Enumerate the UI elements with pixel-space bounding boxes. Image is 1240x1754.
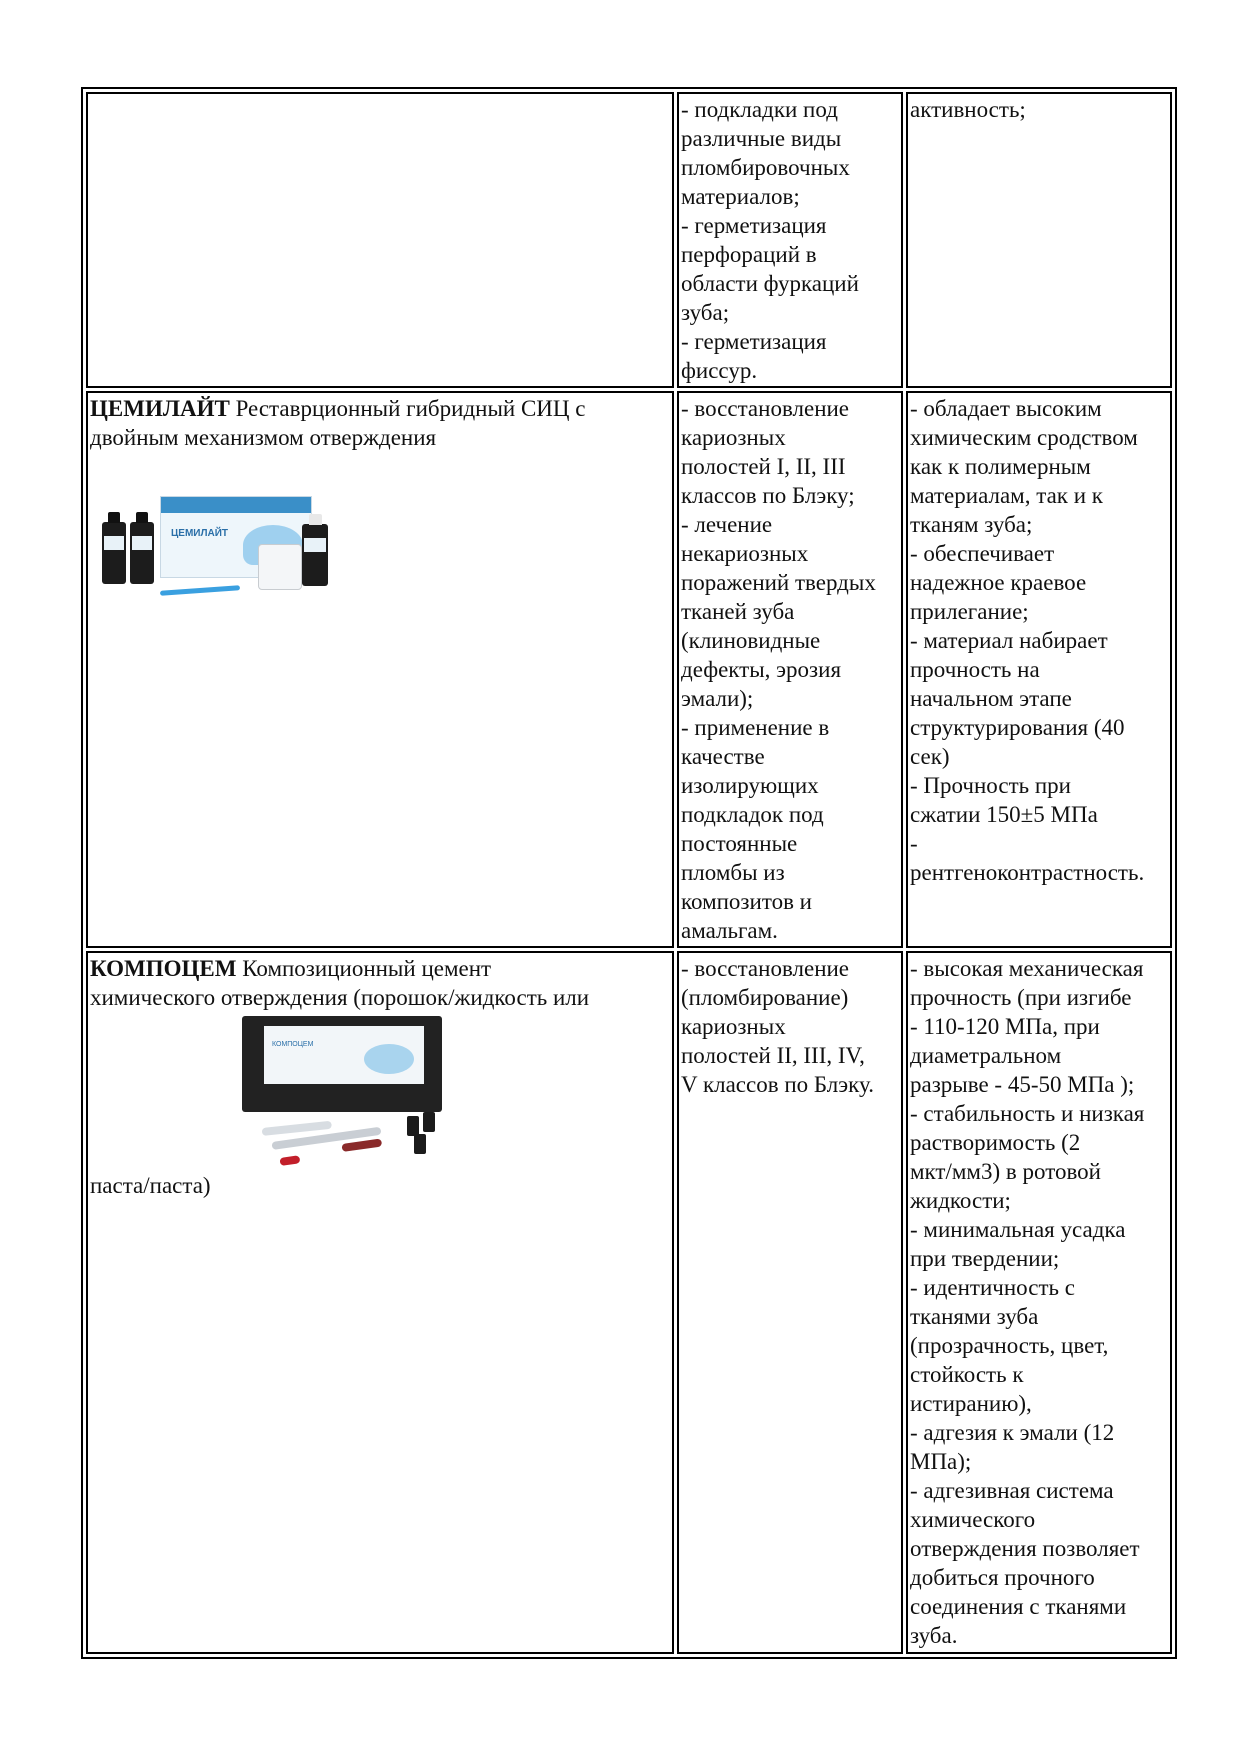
cemilite-kit-photo: ЦЕМИЛАЙТ [98,488,338,603]
indication-line: - восстановление [681,956,850,981]
indication-line: поражений твердых [681,570,876,595]
property-line: истиранию), [910,1391,1032,1416]
product-description [90,394,670,452]
property-line: - минимальная усадка [910,1217,1126,1242]
indication-line: классов по Блэку; [681,483,855,508]
property-line: прилегание; [910,599,1029,624]
product-cell [86,92,674,388]
property-line: - обеспечивает [910,541,1055,566]
property-line: - идентичность с [910,1275,1075,1300]
indication-line: полостей I, II, III [681,454,846,479]
property-line: прочность на [910,657,1040,682]
property-line: активность; [910,97,1026,122]
property-line: надежное краевое [910,570,1087,595]
product-name: КОМПОЦЕМ [90,956,237,981]
indication-line: различные виды [681,126,842,151]
product-name: ЦЕМИЛАЙТ [90,396,230,421]
indication-line: амальгам. [681,918,778,943]
table-row [86,951,1172,1654]
property-line: начальном этапе [910,686,1072,711]
product-desc-line: Композиционный цемент [236,956,492,981]
indication-line: материалов; [681,184,800,209]
indication-line: постоянные [681,831,798,856]
indication-line: дефекты, эрозия [681,657,842,682]
property-line: при твердении; [910,1246,1060,1271]
property-line: жидкости; [910,1188,1011,1213]
property-line: соединения с тканями [910,1594,1127,1619]
indication-line: пломбировочных [681,155,850,180]
property-line: тканям зуба; [910,512,1033,537]
indication-line: (клиновидные [681,628,821,653]
indication-line: кариозных [681,425,786,450]
product-cell [86,951,674,1654]
indication-line: тканей зуба [681,599,795,624]
property-line: диаметральном [910,1043,1062,1068]
property-line: отверждения позволяет [910,1536,1140,1561]
property-line: химического [910,1507,1036,1532]
product-desc-line: химического отверждения (порошок/жидкость или [90,985,590,1010]
property-line: материалам, так и к [910,483,1103,508]
indication-line: зуба; [681,300,730,325]
property-line: разрыве - 45-50 МПа ); [910,1072,1135,1097]
property-line: химическим сродством [910,425,1138,450]
product-desc-line: двойным механизмом отверждения [90,425,437,450]
property-line: - адгезивная система [910,1478,1114,1503]
product-cell [86,391,674,948]
indication-line: эмали); [681,686,754,711]
indication-line: - восстановление [681,396,850,421]
indication-line: - герметизация [681,213,827,238]
product-desc-line: Реставрционный гибридный СИЦ с [229,396,586,421]
property-line: добиться прочного [910,1565,1095,1590]
indication-line: полостей II, III, IV, [681,1043,865,1068]
property-line: мкт/мм3) в ротовой [910,1159,1101,1184]
product-description [90,954,670,1012]
indications-cell [677,92,903,388]
property-line: сжатии 150±5 МПа [910,802,1098,827]
property-line: тканями зуба [910,1304,1039,1329]
indication-line: некариозных [681,541,809,566]
property-line: (прозрачность, цвет, [910,1333,1109,1358]
property-line: рентгеноконтрастность. [910,860,1145,885]
property-line: как к полимерным [910,454,1091,479]
indication-line: качестве [681,744,765,769]
indications-cell [677,951,903,1654]
indication-line: фиссур. [681,358,758,383]
property-line: прочность (при изгибе [910,985,1132,1010]
indication-line: области фуркаций [681,271,859,296]
property-line: растворимость (2 [910,1130,1081,1155]
indication-line: - применение в [681,715,830,740]
property-line: - 110-120 МПа, при [910,1014,1100,1039]
indication-line: кариозных [681,1014,786,1039]
indication-line: V классов по Блэку. [681,1072,874,1097]
property-line: МПа); [910,1449,972,1474]
property-line: зуба. [910,1623,958,1648]
indication-line: изолирующих [681,773,819,798]
table-row [86,391,1172,948]
property-line: - адгезия к эмали (12 [910,1420,1115,1445]
indication-line: - подкладки под [681,97,838,122]
indications-cell [677,391,903,948]
property-line: - [910,831,918,856]
indication-line: подкладок под [681,802,824,827]
materials-table [81,87,1177,1659]
property-line: сек) [910,744,950,769]
indication-line: (пломбирование) [681,985,849,1010]
indication-line: пломбы из [681,860,785,885]
indication-line: - герметизация [681,329,827,354]
property-line: - стабильность и низкая [910,1101,1145,1126]
properties-cell [906,951,1172,1654]
indication-line: перфораций в [681,242,817,267]
product-desc-tail: паста/паста) [90,1173,211,1198]
compocem-kit-photo: КОМПОЦЕМ [242,1016,462,1171]
property-line: стойкость к [910,1362,1024,1387]
property-line: - высокая механическая [910,956,1144,981]
table-row [86,92,1172,388]
indication-line: композитов и [681,889,812,914]
property-line: структурирования (40 [910,715,1125,740]
property-line: - обладает высоким [910,396,1102,421]
properties-cell [906,92,1172,388]
indication-line: - лечение [681,512,773,537]
properties-cell [906,391,1172,948]
property-line: - материал набирает [910,628,1108,653]
property-line: - Прочность при [910,773,1071,798]
